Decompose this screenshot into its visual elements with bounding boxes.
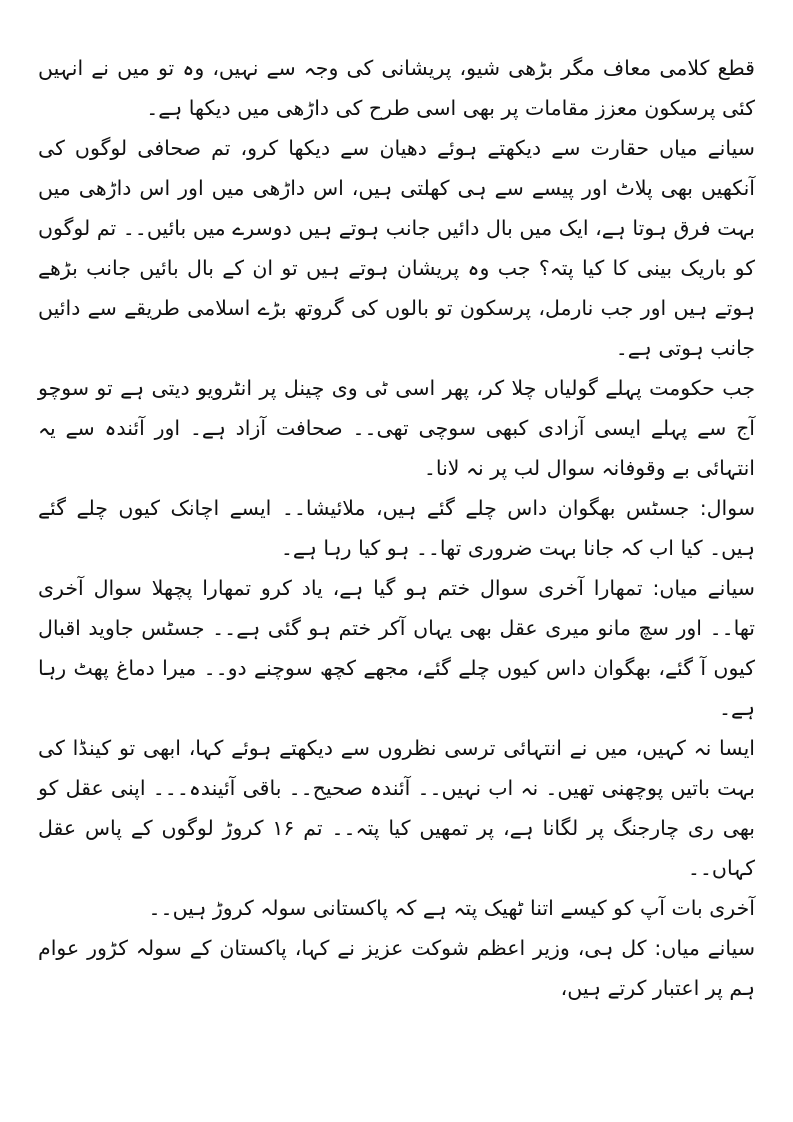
document-body: [38, 48, 755, 1008]
paragraph-6: ایسا نہ کہیں، میں نے انتہائی ترسی نظروں سے دیکھتے ہوئے کہا، ابھی تو کینڈا کی بہت باتیں پوچھنی تھیں۔ نہ اب نہیں۔۔ آئندہ صحیح۔۔ باقی آئیندہ۔۔۔ اپنی عقل کو بھی ری چارجنگ پر لگانا ہے، پر تمھیں کیا پتہ۔۔ تم ۱۶ کروڑ لوگوں کے پاس عقل کہاں۔۔: [38, 736, 755, 880]
paragraph-1: قطع کلامی معاف مگر بڑھی شیو، پریشانی کی وجہ سے نہیں، وہ تو میں نے انہیں کئی پرسکون معزز مقامات پر بھی اسی طرح کی داڑھی میں دیکھا ہے۔: [38, 56, 755, 120]
paragraph-4: سوال: جسٹس بھگوان داس چلے گئے ہیں، ملائیشا۔۔ ایسے اچانک کیوں چلے گئے ہیں۔ کیا اب کہ جانا بہت ضروری تھا۔۔ ہو کیا رہا ہے۔: [38, 496, 755, 560]
paragraph-2: سیانے میاں حقارت سے دیکھتے ہوئے دھیان سے دیکھا کرو، تم صحافی لوگوں کی آنکھیں بھی پلاٹ اور پیسے سے ہی کھلتی ہیں، اس داڑھی میں اور اس داڑھی میں بہت فرق ہوتا ہے، ایک میں بال دائیں جانب ہوتے ہیں دوسرے میں بائیں۔۔ تم لوگوں کو باریک بینی کا کیا پتہ؟ جب وہ پریشان ہوتے ہیں تو ان کے بال بائیں جانب بڑھے ہوتے ہیں اور جب نارمل، پرسکون تو بالوں کی گروتھ بڑے اسلامی طریقے سے دائیں جانب ہوتی ہے۔: [38, 136, 755, 360]
paragraph-7: آخری بات آپ کو کیسے اتنا ٹھیک پتہ ہے کہ پاکستانی سولہ کروڑ ہیں۔۔: [148, 896, 755, 920]
paragraph-8: سیانے میاں: کل ہی، وزیر اعظم شوکت عزیز نے کہا، پاکستان کے سولہ کڑور عوام ہم پر اعتبار کرتے ہیں،: [38, 936, 755, 1000]
paragraph-3: جب حکومت پہلے گولیاں چلا کر، پھر اسی ٹی وی چینل پر انٹرویو دیتی ہے تو سوچو آج سے پہلے ایسی آزادی کبھی سوچی تھی۔۔ صحافت آزاد ہے۔ اور آئندہ سے یہ انتہائی بے وقوفانہ سوال لب پر نہ لانا۔: [38, 376, 755, 480]
paragraph-5: سیانے میاں: تمھارا آخری سوال ختم ہو گیا ہے، یاد کرو تمھارا پچھلا سوال آخری تھا۔۔ اور سچ مانو میری عقل بھی یہاں آکر ختم ہو گئی ہے۔۔ جسٹس جاوید اقبال کیوں آ گئے، بھگوان داس کیوں چلے گئے، مجھے کچھ سوچنے دو۔۔ میرا دماغ پھٹ رہا ہے۔: [38, 576, 755, 720]
